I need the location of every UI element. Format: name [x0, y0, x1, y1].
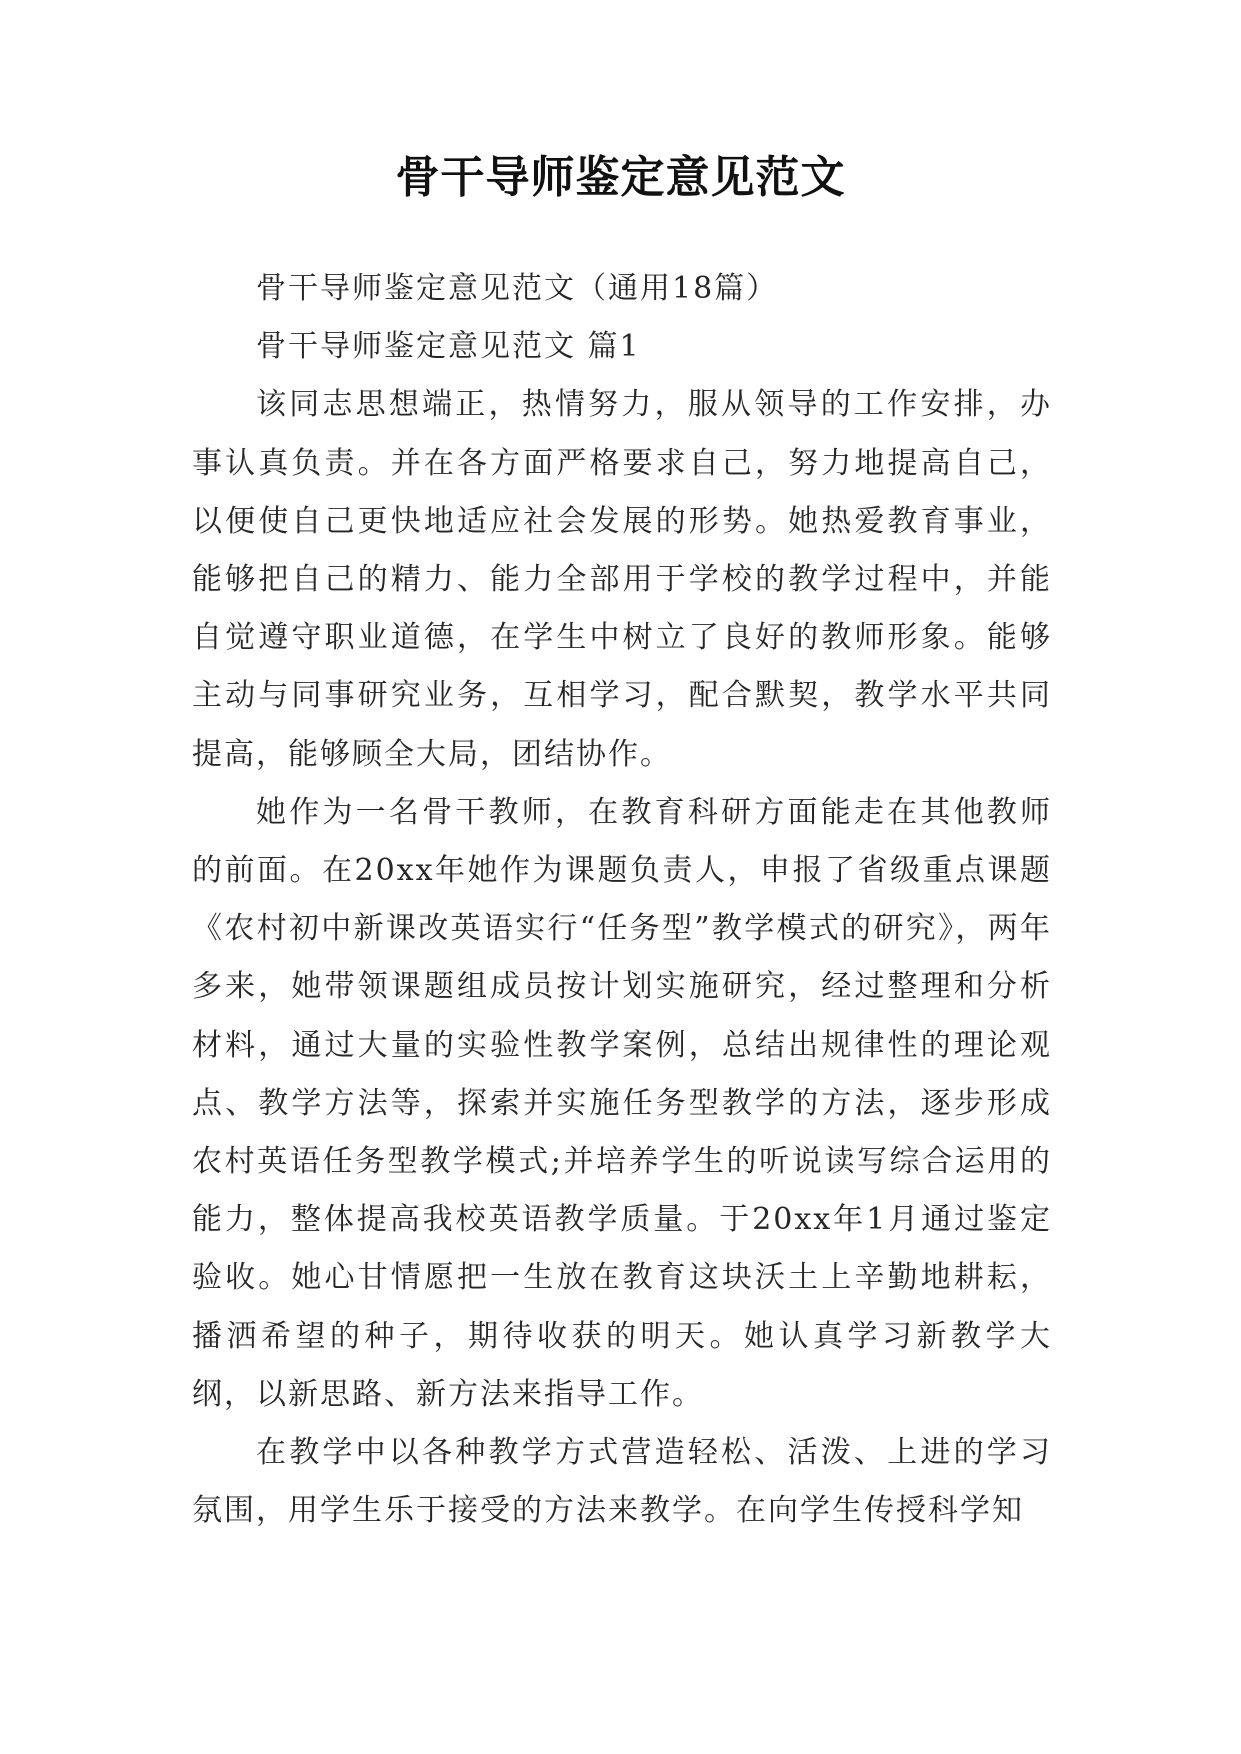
- document-body: [192, 260, 1052, 1540]
- paragraph-3: 在教学中以各种教学方式营造轻松、活泼、上进的学习氛围，用学生乐于接受的方法来教学。在向学生传授科学知: [192, 1435, 1052, 1529]
- document-title: 骨干导师鉴定意见范文: [395, 152, 846, 203]
- document-subtitle: 骨干导师鉴定意见范文（通用18篇）: [256, 271, 779, 306]
- paragraph-2: 她作为一名骨干教师，在教育科研方面能走在其他教师的前面。在20xx年她作为课题负责人，申报了省级重点课题《农村初中新课改英语实行“任务型”教学模式的研究》，两年多来，她带领课题组成员按计划实施研究，经过整理和分析材料，通过大量的实验性教学案例，总结出规律性的理论观点、教学方法等，探索并实施任务型教学的方法，逐步形成农村英语任务型教学模式;并培养学生的听说读写综合运用的能力，整体提高我校英语教学质量。于20xx年1月通过鉴定验收。她心甘情愿把一生放在教育这块沃土上辛勤地耕耘，播洒希望的种子，期待收获的明天。她认真学习新教学大纲，以新思路、新方法来指导工作。: [192, 794, 1052, 1412]
- section-heading: 骨干导师鉴定意见范文 篇1: [256, 329, 641, 365]
- paragraph-1: 该同志思想端正，热情努力，服从领导的工作安排，办事认真负责。并在各方面严格要求自己，努力地提高自己，以便使自己更快地适应社会发展的形势。她热爱教育事业，能够把自己的精力、能力全部用于学校的教学过程中，并能自觉遵守职业道德，在学生中树立了良好的教师形象。能够主动与同事研究业务，互相学习，配合默契，教学水平共同提高，能够顾全大局，团结协作。: [192, 387, 1052, 772]
